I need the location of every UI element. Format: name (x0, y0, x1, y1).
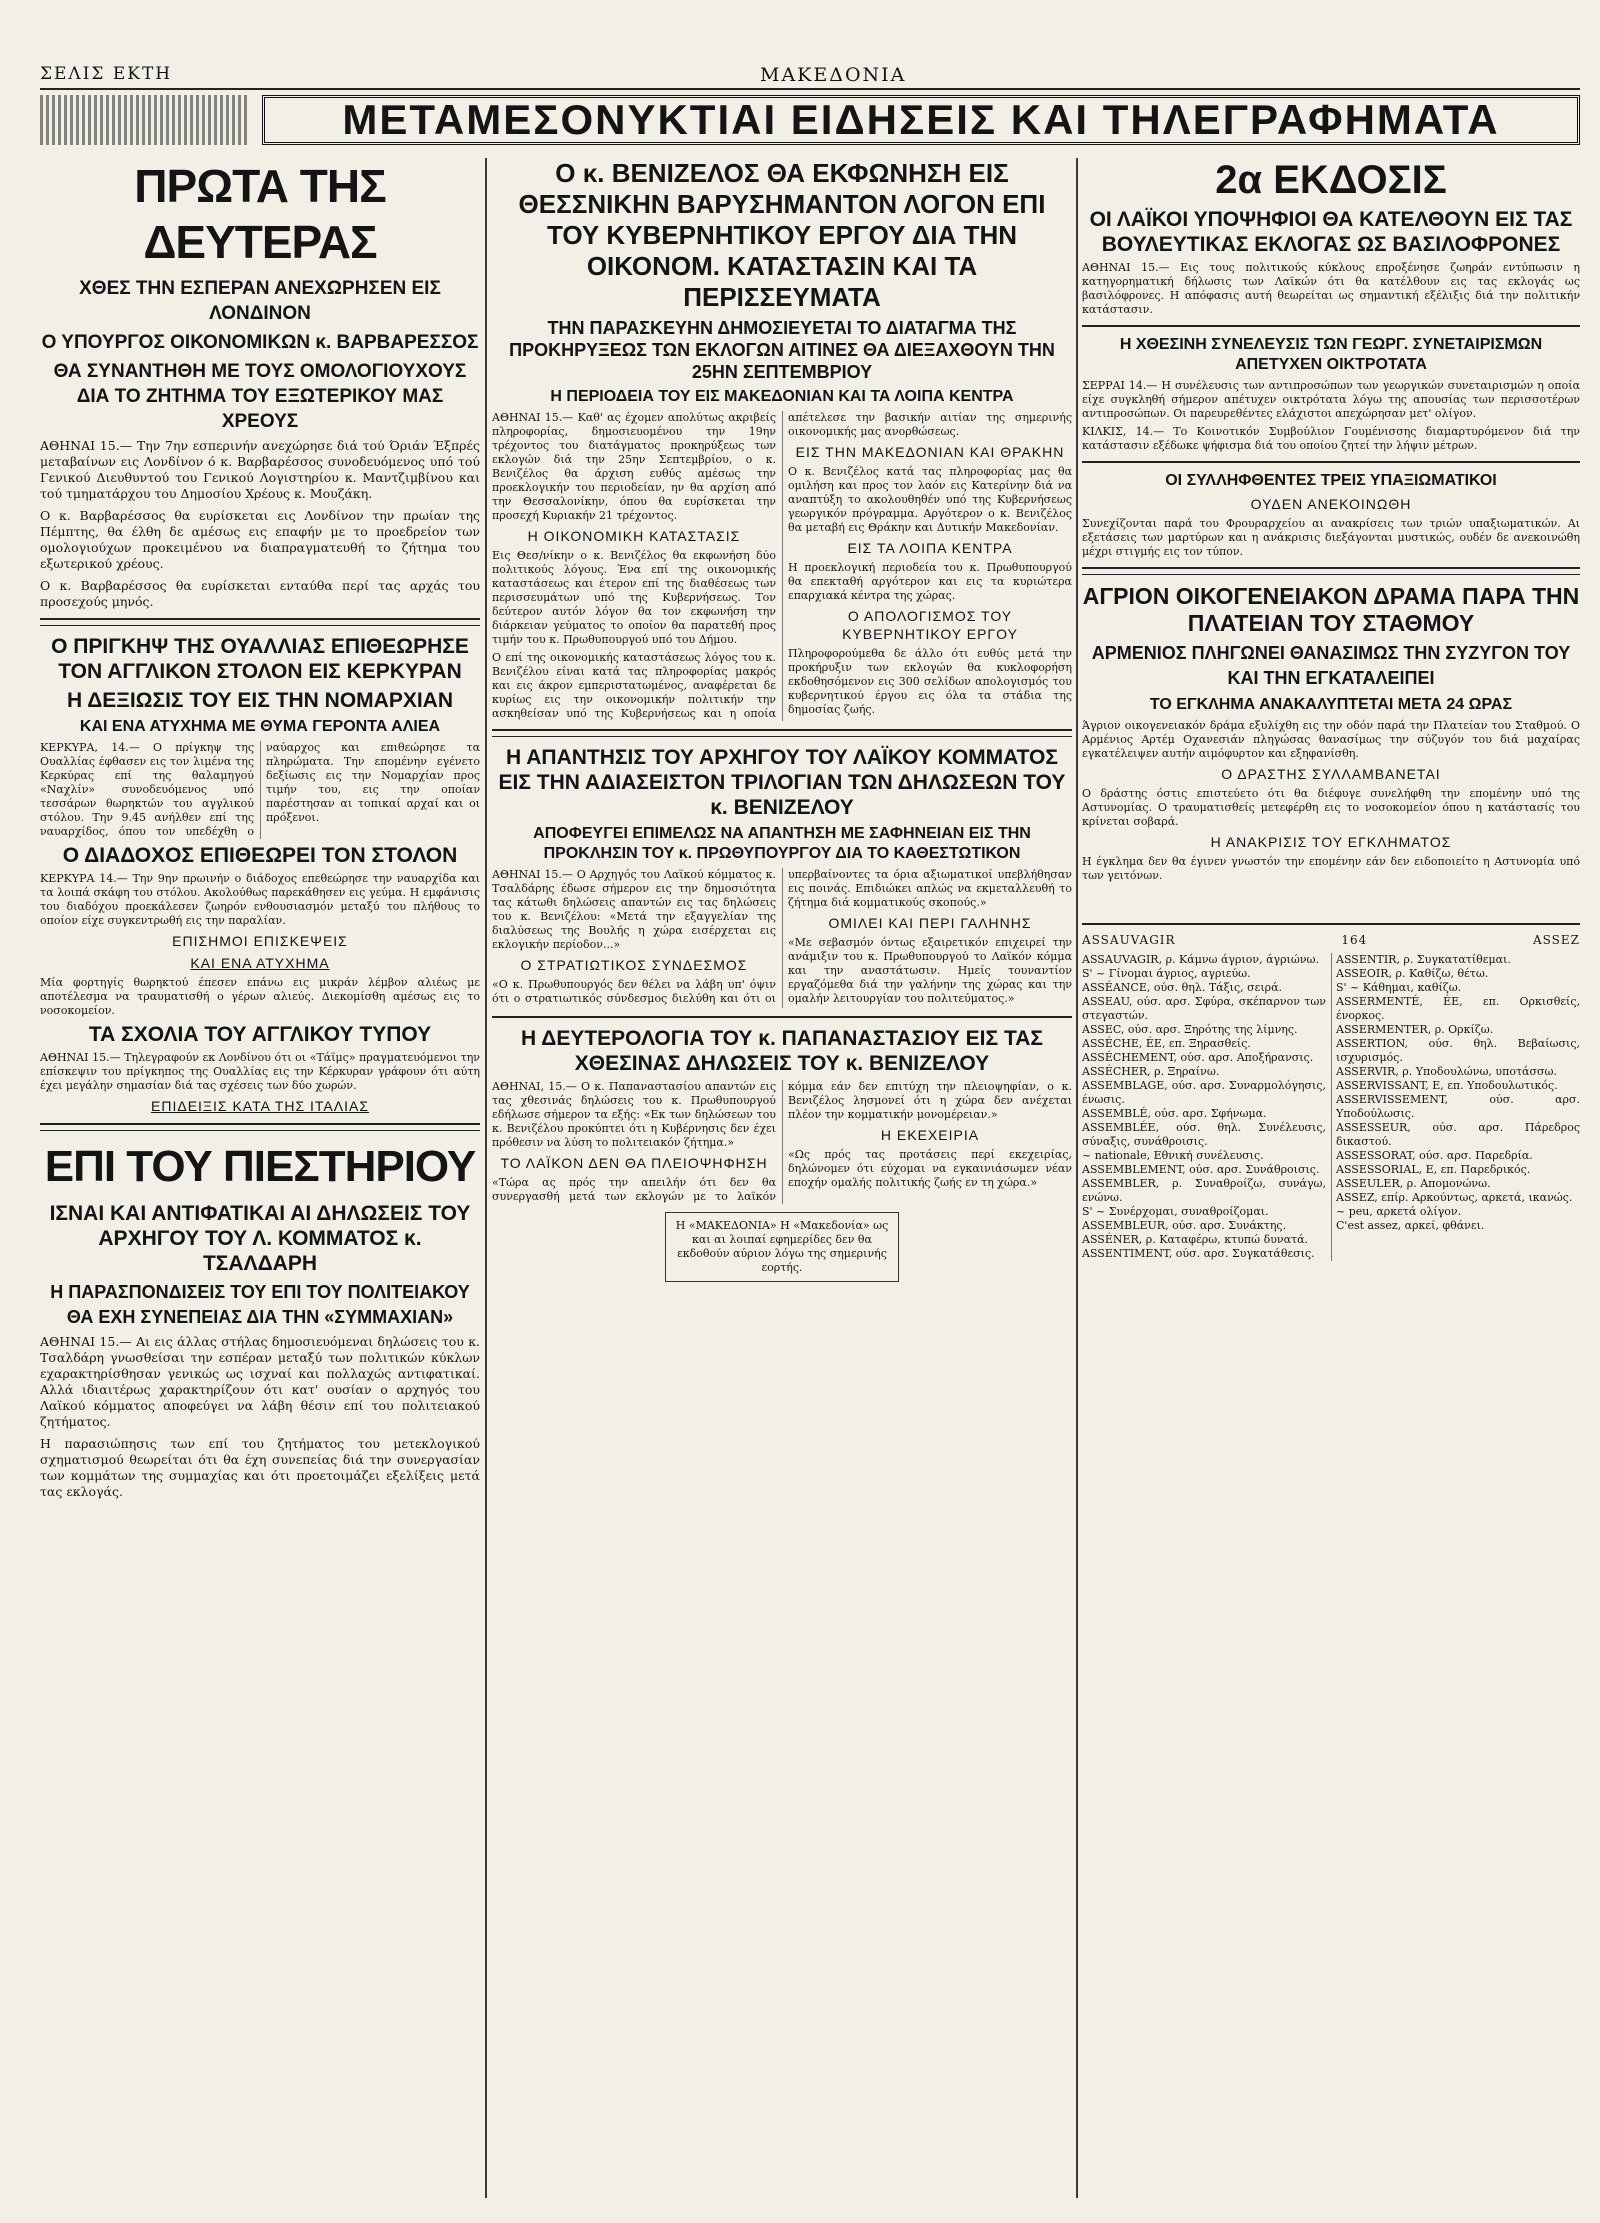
subheadline: Η ΟΙΚΟΝΟΜΙΚΗ ΚΑΤΑΣΤΑΣΙΣ (527, 528, 741, 544)
dictionary-entry: ASSÉCHEMENT, ούσ. αρσ. Αποξήρανσις. (1082, 1051, 1314, 1064)
article-paragraph: Ο κ. Βαρβαρέσσος θα ευρίσκεται εις Λονδίνον την πρωίαν της Πέμπτης, θα έλθη δε αμέσως εις επαφήν με το προεδρείον των ομολογιούχων προκειμένου να διαπραγματευθή το ζήτημα του εξωτερικού χρέους. (40, 508, 480, 571)
article-paragraph: Πληροφορούμεθα δε άλλο ότι ευθύς μετά την προκήρυξιν των εκλογών θα κυκλοφορήση εκδοθησόμενον εις 300 σελίδων απολογισμός του κυβερνητικού έργου εις όλα τα στάδια της δημοσίας ζωής. (788, 647, 1072, 716)
separator (40, 618, 480, 626)
dictionary-entry: ASSEOIR, ρ. Καθίζω, θέτω. (1336, 967, 1489, 980)
dictionary-entry: ASSEZ, επίρ. Αρκούντως, αρκετά, ικανώς. (1336, 1191, 1573, 1204)
dictionary-right-head: ASSEZ (1533, 933, 1580, 947)
dictionary-entry: ASSERVISSANT, E, επ. Υποδουλωτικός. (1336, 1079, 1558, 1092)
article-paragraph: Ο επί της οικονομικής καταστάσεως λόγος του κ. Βενιζέλου είναι κατά τας πληροφορίας μακρός και εις άκρον εμπεριστατωμένος, αναφέρεται δε κυρίως εις την οικονομικήν πολιτικήν την ασκηθείσαν υπό της Κυβερνήσεως και η οποία απέτελεσε την βασικήν αιτίαν της σημερινής οικονομικής μας ανορθώσεως. (492, 411, 1072, 720)
article-paragraph: Άγριον οικογενειακόν δράμα εξυλίχθη εις την οδόν παρά την Πλατείαν του Σταθμού. Ο Αρμένιος Αρτέμ Οχανεσιάν πληγώσας θανασίμως την σύζυγόν του διά μαχαίρας εγκατέλειψεν αυτήν αιμόφυρτον και εξηφανίσθη. (1082, 719, 1580, 760)
article-paragraph: ΑΘΗΝΑΙ 15.— Τηλεγραφούν εκ Λονδίνου ότι οι «Τάϊμς» πραγματευόμενοι την επίσκεψιν του πρίγκηπος της Ουαλλίας εις την Κέρκυραν γράφουν ότι αύτη έχει μεγάλην σημασίαν διά τας σχέσεις των δύο χωρών. (40, 1051, 480, 1092)
headline-primary: ΕΠΙ ΤΟΥ ΠΙΕΣΤΗΡΙΟΥ (44, 1142, 476, 1191)
subheadline: ΘΑ ΣΥΝΑΝΤΗΘΗ ΜΕ ΤΟΥΣ ΟΜΟΛΟΓΙΟΥΧΟΥΣ ΔΙΑ ΤΟ ΖΗΤΗΜΑ ΤΟΥ ΕΞΩΤΕΡΙΚΟΥ ΜΑΣ ΧΡΕΟΥΣ (53, 361, 467, 432)
subheadline: Η ΑΝΑΚΡΙΣΙΣ ΤΟΥ ΕΓΚΛΗΜΑΤΟΣ (1210, 834, 1452, 850)
dictionary-entry: ASSEMBLER, ρ. Συναθροίζω, συνάγω, ενώνω. (1082, 1177, 1326, 1204)
article-body (492, 1080, 1072, 1204)
separator (492, 1016, 1072, 1018)
article-paragraph: ΚΕΡΚΥΡΑ, 14.— Ο πρίγκηψ της Ουαλλίας έφθασεν εις τον λιμένα της Κερκύρας επί της θαλαμηγού «Ναχλίν» συνοδευόμενος υπό τεσσάρων θωρηκτών του αγγλικού στόλου. Την 9.45 ανήλθεν επί της ναυαρχίδος, όπου τον υπεδέχθη ο ναύαρχος και επιθεώρησε τα πληρώματα. Την επομένην εγένετο δεξίωσις εις την Νομαρχίαν προς τιμήν του, εις την οποίαν παρέστησαν αι τοπικαί αρχαί και οι πρόξενοι. (40, 741, 480, 838)
header-rule (40, 88, 1580, 90)
article-body (492, 411, 1072, 721)
subheadline: Ο ΑΠΟΛΟΓΙΣΜΟΣ ΤΟΥ ΚΥΒΕΡΝΗΤΙΚΟΥ ΕΡΓΟΥ (842, 608, 1018, 642)
dictionary-entry: ASSÉCHE, ÉE, επ. Ξηρασθείς. (1082, 1037, 1251, 1050)
separator (1082, 325, 1580, 327)
dictionary-entry: ASSÉCHER, ρ. Ξηραίνω. (1082, 1065, 1220, 1078)
headline: Η ΔΕΥΤΕΡΟΛΟΓΙΑ ΤΟΥ κ. ΠΑΠΑΝΑΣΤΑΣΙΟΥ ΕΙΣ ΤΑΣ ΧΘΕΣΙΝΑΣ ΔΗΛΩΣΕΙΣ ΤΟΥ κ. ΒΕΝΙΖΕΛΟΥ (521, 1027, 1043, 1075)
subheadline: ΕΙΣ ΤΑ ΛΟΙΠΑ ΚΕΝΤΡΑ (847, 540, 1013, 556)
subheadline: ΧΘΕΣ ΤΗΝ ΕΣΠΕΡΑΝ ΑΝΕΧΩΡΗΣΕΝ ΕΙΣ ΛΟΝΔΙΝΟΝ (79, 278, 441, 324)
headline: Η ΧΘΕΣΙΝΗ ΣΥΝΕΛΕΥΣΙΣ ΤΩΝ ΓΕΩΡΓ. ΣΥΝΕΤΑΙΡΙΣΜΩΝ ΑΠΕΤΥΧΕΝ ΟΙΚΤΡΟΤΑΤΑ (1119, 336, 1543, 373)
article-paragraph: ΑΘΗΝΑΙ 15.— Αι εις άλλας στήλας δημοσιευόμεναι δηλώσεις του κ. Τσαλδάρη γνωσθείσαι την εσπέραν μεταξύ των πολιτικών κύκλων εχαρακτηρίσθησαν γενικώς ως ισχναί και πολλαχώς αντιφατικαί. Αλλά ιδιαιτέρως χαρακτηρίζουν ότι κατ' ουσίαν ο αρχηγός του Λαϊκού κόμματος αποφεύγει να λάβη θέσιν επί του πολιτειακού ζητήματος. (40, 1334, 480, 1429)
dictionary-entry: ASSENTIR, ρ. Συγκατατίθεμαι. (1336, 953, 1511, 966)
headline: ΟΙ ΣΥΛΛΗΦΘΕΝΤΕΣ ΤΡΕΙΣ ΥΠΑΞΙΩΜΑΤΙΚΟΙ (1165, 472, 1497, 489)
dictionary-entry: ASSESSEUR, ούσ. αρσ. Πάρεδρος δικαστού. (1336, 1121, 1580, 1148)
article-paragraph: «Ως πρός τας προτάσεις περί εκεχειρίας, δηλώνομεν ότι εύχομαι να εγκαινιάσωμεν νέαν εποχήν ομαλής πολιτικής ζωής εν τη χώρα.» (788, 1148, 1072, 1189)
subheadline: ΚΑΙ ΕΝΑ ΑΤΥΧΗΜΑ (190, 955, 330, 971)
dictionary-entry: ASSENTIMENT, ούσ. αρσ. Συγκατάθεσις. (1082, 1247, 1315, 1260)
article-paragraph: ΑΘΗΝΑΙ 15.— Ο Αρχηγός του Λαϊκού κόμματος κ. Τσαλδάρης έδωσε σήμερον εις την δημοσιότητα τας κάτωθι δηλώσεις απαντών εις τας δηλώσεις του κ. Βενιζέλου: «Μετά την εξαγγελίαν της διαλύσεως της Βουλής η χώρα εισέρχεται εις εκλογικήν περίοδον...» (492, 868, 776, 951)
dictionary-entry: ASSEMBLÉ, ούσ. αρσ. Σφήνωμα. (1082, 1107, 1267, 1120)
dictionary-entry: ASSEC, ούσ. αρσ. Ξηρότης της λίμνης. (1082, 1023, 1298, 1036)
dictionary-entry: ASSERVISSEMENT, ούσ. αρσ. Υποδούλωσις. (1336, 1093, 1580, 1120)
subheadline: ΙΣΝΑΙ ΚΑΙ ΑΝΤΙΦΑΤΙΚΑΙ ΑΙ ΔΗΛΩΣΕΙΣ ΤΟΥ ΑΡΧΗΓΟΥ ΤΟΥ Λ. ΚΟΜΜΑΤΟΣ κ. ΤΣΑΛΔΑΡΗ (49, 1202, 471, 1275)
subheadline: ΤΗΝ ΠΑΡΑΣΚΕΥΗΝ ΔΗΜΟΣΙΕΥΕΤΑΙ ΤΟ ΔΙΑΤΑΓΜΑ ΤΗΣ ΠΡΟΚΗΡΥΞΕΩΣ ΤΩΝ ΕΚΛΟΓΩΝ ΑΙΤΙΝΕΣ ΘΑ ΔΙΕΞΑΧΘΟΥΝ ΤΗΝ 25ΗΝ ΣΕΠΤΕΜΒΡΙΟΥ (509, 318, 1055, 382)
dictionary-header (1082, 933, 1580, 947)
column-rule (1076, 158, 1078, 2198)
dictionary-supplement (1082, 933, 1580, 1261)
article-paragraph: Ο κ. Βαρβαρέσσος θα ευρίσκεται ενταύθα περί τας αρχάς του προσεχούς μηνός. (40, 578, 480, 609)
separator (1082, 923, 1580, 925)
dictionary-entry: S' ~ Κάθημαι, καθίζω. (1336, 981, 1462, 994)
dictionary-entry: ASSERMENTER, ρ. Ορκίζω. (1336, 1023, 1494, 1036)
subheadline: ΑΠΟΦΕΥΓΕΙ ΕΠΙΜΕΛΩΣ ΝΑ ΑΠΑΝΤΗΣΗ ΜΕ ΣΑΦΗΝΕΙΑΝ ΕΙΣ ΤΗΝ ΠΡΟΚΛΗΣΙΝ ΤΟΥ κ. ΠΡΩΘΥΠΟΥΡΓΟΥ ΔΙΑ ΤΟ ΚΑΘΕΣΤΩΤΙΚΟΝ (533, 825, 1031, 862)
article-paragraph: ΣΕΡΡΑΙ 14.— Η συνέλευσις των αντιπροσώπων των γεωργικών συνεταιρισμών η οποία είχε συγκληθή σήμερον απέτυχεν οικτρότατα λόγω της απουσίας των περισσοτέρων αντιπροσώπων. Οι παρευρεθέντες ελάχιστοι απεχώρησαν μετ' ολίγον. (1082, 379, 1580, 420)
headline: ΤΑ ΣΧΟΛΙΑ ΤΟΥ ΑΓΓΛΙΚΟΥ ΤΥΠΟΥ (88, 1023, 432, 1046)
subheadline: ΟΥΔΕΝ ΑΝΕΚΟΙΝΩΘΗ (1250, 496, 1412, 512)
subheadline: ΕΠΙΣΗΜΟΙ ΕΠΙΣΚΕΨΕΙΣ (172, 933, 348, 949)
column-center (492, 158, 1072, 2198)
subheadline: Η ΠΕΡΙΟΔΕΙΑ ΤΟΥ ΕΙΣ ΜΑΚΕΔΟΝΙΑΝ ΚΑΙ ΤΑ ΛΟΙΠΑ ΚΕΝΤΡΑ (550, 388, 1014, 405)
headline: Ο ΠΡΙΓΚΗΨ ΤΗΣ ΟΥΑΛΛΙΑΣ ΕΠΙΘΕΩΡΗΣΕ ΤΟΝ ΑΓΓΛΙΚΟΝ ΣΤΟΛΟΝ ΕΙΣ ΚΕΡΚΥΡΑΝ (51, 635, 469, 683)
dictionary-entry: ~ nationale, Εθνική συνέλευσις. (1082, 1149, 1264, 1162)
dictionary-page-number: 164 (1341, 933, 1368, 947)
column-left (40, 158, 480, 2198)
subheadline: ΕΙΣ ΤΗΝ ΜΑΚΕΔΟΝΙΑΝ ΚΑΙ ΘΡΑΚΗΝ (795, 444, 1065, 460)
article-paragraph: Συνεχίζονται παρά του Φρουραρχείου αι ανακρίσεις των τριών υπαξιωματικών. Αι εξετάσεις των μαρτύρων και η ανάκρισις διεξάγονται μυστικώς, ουδέν δε ανεκοινώθη μέχρι στιγμής εις τον τύπον. (1082, 517, 1580, 558)
dictionary-entry: ASSEMBLEUR, ούσ. αρσ. Συνάκτης. (1082, 1219, 1287, 1232)
article-body (492, 868, 1072, 1008)
separator (1082, 461, 1580, 463)
subheadline: Ο ΥΠΟΥΡΓΟΣ ΟΙΚΟΝΟΜΙΚΩΝ κ. ΒΑΡΒΑΡΕΣΣΟΣ (41, 332, 479, 353)
subheadline: ΑΡΜΕΝΙΟΣ ΠΛΗΓΩΝΕΙ ΘΑΝΑΣΙΜΩΣ ΤΗΝ ΣΥΖΥΓΟΝ ΤΟΥ ΚΑΙ ΤΗΝ ΕΓΚΑΤΑΛΕΙΠΕΙ (1091, 643, 1571, 688)
dictionary-entry: ASSEULER, ρ. Απομονώνω. (1336, 1177, 1491, 1190)
dictionary-entry: ASSERMENTÉ, ÉE, επ. Ορκισθείς, ένορκος. (1336, 995, 1580, 1022)
section-banner (262, 95, 1580, 145)
dictionary-entry: ASSÉNER, ρ. Καταφέρω, κτυπώ δυνατά. (1082, 1233, 1309, 1246)
column-right (1082, 158, 1580, 2198)
dictionary-column-left (1082, 953, 1326, 1261)
article-paragraph: «Ο κ. Πρωθυπουργός δεν θέλει να λάβη υπ' όψιν ότι ο στρατιωτικός σύνδεσμος διελύθη και ότι οι υπερβαίνοντες τα όρια αξιωματικοί υπεβλήθησαν εις ποινάς. Επιδιώκει απλώς να εκμεταλλευθή το ζήτημα διά κομματικούς σκοπούς.» (492, 868, 1072, 1005)
article-paragraph: ΑΘΗΝΑΙ 15.— Εις τους πολιτικούς κύκλους επροξένησε ζωηράν εντύπωσιν η κατηγορηματική δήλωσις των Λαϊκών ότι θα κατέλθουν εις τας εκλογάς ως βασιλόφρονες. Η απόφασις αυτή θεωρείται ως σημαντική εξέλιξις διά την πολιτικήν κατάστασιν. (1082, 261, 1580, 316)
banner-ornament (40, 95, 250, 145)
dictionary-entry: ASSEAU, ούσ. αρσ. Σφύρα, σκέπαρνον των στεγαστών. (1082, 995, 1326, 1022)
running-head (40, 64, 1580, 88)
column-rule (485, 158, 487, 2198)
dictionary-entry: S' ~ Συνέρχομαι, συναθροίζομαι. (1082, 1205, 1269, 1218)
headline-primary: Ο κ. ΒΕΝΙΖΕΛΟΣ ΘΑ ΕΚΦΩΝΗΣΗ ΕΙΣ ΘΕΣΣΝΙΚΗΝ ΒΑΡΥΣΗΜΑΝΤΟΝ ΛΟΓΟΝ ΕΠΙ ΤΟΥ ΚΥΒΕΡΝΗΤΙΚΟΥ ΕΡΓΟΥ ΔΙΑ ΤΗΝ ΟΙΚΟΝΟΜ. ΚΑΤΑΣΤΑΣΙΝ ΚΑΙ ΤΑ ΠΕΡΙΣΣΕΥΜΑΤΑ (518, 158, 1046, 312)
subheadline: ΤΟ ΛΑΪΚΟΝ ΔΕΝ ΘΑ ΠΛΕΙΟΨΗΦΗΣΗ (500, 1155, 768, 1171)
article-paragraph: ΑΘΗΝΑΙ 15.— Καθ' ας έχομεν απολύτως ακριβείς πληροφορίας, δημοσιευομένου την 19ην τρέχοντος του διατάγματος προκηρύξεως των εκλογών διά την 25ην Σεπτεμβρίου, ο κ. Βενιζέλος θα άρχιση ευθύς αμέσως την προεκλογικήν του περιοδείαν, ην θα αρχίση από την Θεσσαλονίκην, όπου θα ευρίσκεται την προσεχή Κυριακήν 21 τρέχοντος. (492, 411, 776, 522)
separator (40, 1123, 480, 1131)
headline: Ο ΔΙΑΔΟΧΟΣ ΕΠΙΘΕΩΡΕΙ ΤΟΝ ΣΤΟΛΟΝ (62, 844, 458, 867)
article-paragraph: Η έγκλημα δεν θα έγινεν γνωστόν την επομένην εάν δεν ειδοποιείτο η Αστυνομία υπό των γειτόνων. (1082, 855, 1580, 882)
dictionary-columns (1082, 953, 1580, 1261)
page-number-label: ΣΕΛΙΣ ΕΚΤΗ (40, 64, 173, 84)
article-paragraph: ΑΘΗΝΑΙ, 15.— Ο κ. Παπαναστασίου απαντών εις τας χθεσινάς δηλώσεις του κ. Πρωθυπουργού εδήλωσε σήμερον τα εξής: «Εκ των δηλώσεων του κ. Βενιζέλου προκύπτει ότι η Κυβέρνησις δεν έχει πρόθεσιν να λύση το πολιτειακόν ζήτημα.» (492, 1080, 776, 1149)
subheadline: Ο ΔΡΑΣΤΗΣ ΣΥΛΛΑΜΒΑΝΕΤΑΙ (1221, 766, 1441, 782)
dictionary-entry: ASSAUVAGIR, ρ. Κάμνω άγριον, άγριώνω. (1082, 953, 1319, 966)
article-paragraph: Η προεκλογική περιοδεία του κ. Πρωθυπουργού θα επεκταθή αργότερον και εις τα κυριώτερα επαρχιακά κέντρα της χώρας. (788, 561, 1072, 602)
dictionary-entry: ASSERVIR, ρ. Υποδουλώνω, υποτάσσω. (1336, 1065, 1557, 1078)
notice-box: Η «ΜΑΚΕΔΟΝΙΑ» Η «Μακεδονία» ως και αι λοιπαί εφημερίδες δεν θα εκδοθούν αύριον λόγω της σημερινής εορτής. (665, 1212, 899, 1282)
dictionary-entry: ASSESSORAT, ούσ. αρσ. Παρεδρία. (1336, 1149, 1533, 1162)
dictionary-entry: ~ peu, αρκετά ολίγον. (1336, 1205, 1462, 1218)
dictionary-entry: ASSERTION, ούσ. θηλ. Βεβαίωσις, ισχυρισμός. (1336, 1037, 1580, 1064)
subheadline: Η ΕΚΕΧΕΙΡΙΑ (880, 1127, 980, 1143)
dictionary-column-right (1336, 953, 1580, 1233)
subheadline: Ο ΣΤΡΑΤΙΩΤΙΚΟΣ ΣΥΝΔΕΣΜΟΣ (520, 957, 748, 973)
article-paragraph: Μία φορτηγίς θωρηκτού έπεσεν επάνω εις μικράν λέμβον αλιέως με αποτέλεσμα να τραυματισθή ο γέρων αλιεύς. Διεκομίσθη αμέσως εις το νοσοκομείον. (40, 976, 480, 1017)
headline: ΑΓΡΙΟΝ ΟΙΚΟΓΕΝΕΙΑΚΟΝ ΔΡΑΜΑ ΠΑΡΑ ΤΗΝ ΠΛΑΤΕΙΑΝ ΤΟΥ ΣΤΑΘΜΟΥ (1082, 583, 1580, 636)
dictionary-entry: S' ~ Γίνομαι άγριος, αγριεύω. (1082, 967, 1251, 980)
article-paragraph: ΚΕΡΚΥΡΑ 14.— Την 9ην πρωινήν ο διάδοχος επεθεώρησε την ναυαρχίδα και τα λοιπά σκάφη του στόλου. Ακολούθως παρεκάθησεν εις γεύμα. Η εμφάνισις του διαδόχου προεκάλεσεν ζωηρόν ενθουσιασμόν μεταξύ του πλήθους το οποίον είχε συγκεντρωθή εις την παραλίαν. (40, 872, 480, 927)
article-paragraph: Ο δράστης όστις επιστεύετο ότι θα διέφυγε συνελήφθη την επομένην υπό της Αστυνομίας. Ο τραυματισθείς μετεφέρθη εις το νοσοκομείον όπου η κατάστασίς του κρίνεται σοβαρά. (1082, 787, 1580, 828)
separator (1082, 567, 1580, 575)
dictionary-entry: ASSÉANCE, ούσ. θηλ. Τάξις, σειρά. (1082, 981, 1283, 994)
subheadline: ΕΠΙΔΕΙΞΙΣ ΚΑΤΑ ΤΗΣ ΙΤΑΛΙΑΣ (151, 1098, 369, 1114)
article-paragraph: Η παρασιώπησις των επί του ζητήματος του μετεκλογικού σχηματισμού θεωρείται ότι θα έχη συνεπείας διά την συνεργασίαν των κομμάτων της συμμαχίας και ότι προετοιμάζει εξελίξεις μετά τας εκλογάς. (40, 1436, 480, 1499)
dictionary-entry: ASSESSORIAL, E, επ. Παρεδρικός. (1336, 1163, 1531, 1176)
separator (492, 729, 1072, 737)
headline: Η ΑΠΑΝΤΗΣΙΣ ΤΟΥ ΑΡΧΗΓΟΥ ΤΟΥ ΛΑΪΚΟΥ ΚΟΜΜΑΤΟΣ ΕΙΣ ΤΗΝ ΑΔΙΑΣΕΙΣΤΟΝ ΤΡΙΛΟΓΙΑΝ ΤΩΝ ΔΗΛΩΣΕΩΝ ΤΟΥ κ. ΒΕΝΙΖΕΛΟΥ (498, 746, 1066, 819)
newspaper-name: ΜΑΚΕΔΟΝΙΑ (760, 64, 907, 86)
dictionary-left-head: ASSAUVAGIR (1082, 933, 1176, 947)
article-paragraph: «Τώρα ας πρός την απειλήν ότι δεν θα συνεργασθή μετά των εκλογών με το λαϊκόν κόμμα εάν δεν επιτύχη την πλειοψηφίαν, ο κ. Βενιζέλος λησμονεί ότι η χώρα δεν ανέχεται πλέον την κομματικήν μονομέρειαν.» (492, 1080, 1072, 1203)
article-paragraph: «Με σεβασμόν όντως εξαιρετικόν επιχειρεί την ανάμιξιν του κ. Πρωθυπουργού το Λαϊκόν κόμμα και την αναστάτωσιν. Ημείς τουναντίον εργαζόμεθα διά την γαλήνην της χώρας και την ομαλήν λειτουργίαν του πολιτεύματος.» (788, 936, 1072, 1005)
dictionary-entry: C'est assez, αρκεί, φθάνει. (1336, 1219, 1485, 1232)
section-banner-text: ΜΕΤΑΜΕΣΟΝΥΚΤΙΑΙ ΕΙΔΗΣΕΙΣ ΚΑΙ ΤΗΛΕΓΡΑΦΗΜΑΤΑ (342, 96, 1500, 143)
article-paragraph: ΑΘΗΝΑΙ 15.— Την 7ην εσπερινήν ανεχώρησε διά τού Όριάν Έξπρές μεταβαίνων εις Λονδίνον ό κ. Βαρβαρέσσος συνοδευόμενος υπό τού Γενικού Διευθυντού του Γενικού Λογιστηρίου κ. Μαντζιμβίνου και τού τμηματάρχου του Δημοσίου Χρέους κ. Μουζάκη. (40, 438, 480, 501)
dictionary-entry: ASSEMBLÉE, ούσ. θηλ. Συνέλευσις, σύναξις, συνάθροισις. (1082, 1121, 1326, 1148)
article-paragraph: Ο κ. Βενιζέλος κατά τας πληροφορίας μας θα ομιλήση και προς τον λαόν εις Κατερίνην διά να αναπτύξη το ακολουθηθέν υπό της Κυβερνήσεως γεωργικόν πρόγραμμα. Αργότερον ο κ. Βενιζέλος θα μεταβή εις Θράκην και Δυτικήν Μακεδονίαν. (788, 465, 1072, 534)
edition-label: 2α ΕΚΔΟΣΙΣ (1215, 158, 1447, 202)
article-paragraph: Εις Θεσ/νίκην ο κ. Βενιζέλος θα εκφωνήση δύο πολιτικούς λόγους. Ένα επί της οικονομικής καταστάσεως και έτερον επί της διαθέσεως των περισσευμάτων υπό της Κυβερνήσεως. Τον δεύτερον αυτόν λόγον θα τον εκφωνήση την διάρκειαν γεύματος το οποίον θα παρατεθή προς τιμήν του κ. Πρωθυπουργού υπό του Δήμου. (492, 549, 776, 646)
headline-primary: ΠΡΩΤΑ ΤΗΣ ΔΕΥΤΕΡΑΣ (134, 160, 386, 268)
dictionary-entry: ASSEMBLEMENT, ούσ. αρσ. Συνάθροισις. (1082, 1163, 1320, 1176)
headline: ΟΙ ΛΑΪΚΟΙ ΥΠΟΨΗΦΙΟΙ ΘΑ ΚΑΤΕΛΘΟΥΝ ΕΙΣ ΤΑΣ ΒΟΥΛΕΥΤΙΚΑΣ ΕΚΛΟΓΑΣ ΩΣ ΒΑΣΙΛΟΦΡΟΝΕΣ (1089, 208, 1573, 256)
article-paragraph: ΚΙΛΚΙΣ, 14.— Το Κοινοτικόν Συμβούλιον Γουμένισσης διαμαρτυρόμενον διά την κατάστασιν εξέδωκε ψήφισμα διά του οποίου ζητεί την λήψιν μέτρων. (1082, 425, 1580, 452)
subheadline: Η ΠΑΡΑΣΠΟΝΔΙΣΕΙΣ ΤΟΥ ΕΠΙ ΤΟΥ ΠΟΛΙΤΕΙΑΚΟΥ ΘΑ ΕΧΗ ΣΥΝΕΠΕΙΑΣ ΔΙΑ ΤΗΝ «ΣΥΜΜΑΧΙΑΝ» (50, 1282, 470, 1327)
subheadline: Η ΔΕΞΙΩΣΙΣ ΤΟΥ ΕΙΣ ΤΗΝ ΝΟΜΑΡΧΙΑΝ (66, 689, 454, 712)
dictionary-entry: ASSEMBLAGE, ούσ. αρσ. Συναρμολόγησις, ένωσις. (1082, 1079, 1326, 1106)
subheadline: ΤΟ ΕΓΚΛΗΜΑ ΑΝΑΚΑΛΥΠΤΕΤΑΙ ΜΕΤΑ 24 ΩΡΑΣ (1149, 696, 1513, 713)
subheadline: ΚΑΙ ΕΝΑ ΑΤΥΧΗΜΑ ΜΕ ΘΥΜΑ ΓΕΡΟΝΤΑ ΑΛΙΕΑ (79, 718, 441, 735)
subheadline: ΟΜΙΛΕΙ ΚΑΙ ΠΕΡΙ ΓΑΛΗΝΗΣ (828, 915, 1032, 931)
